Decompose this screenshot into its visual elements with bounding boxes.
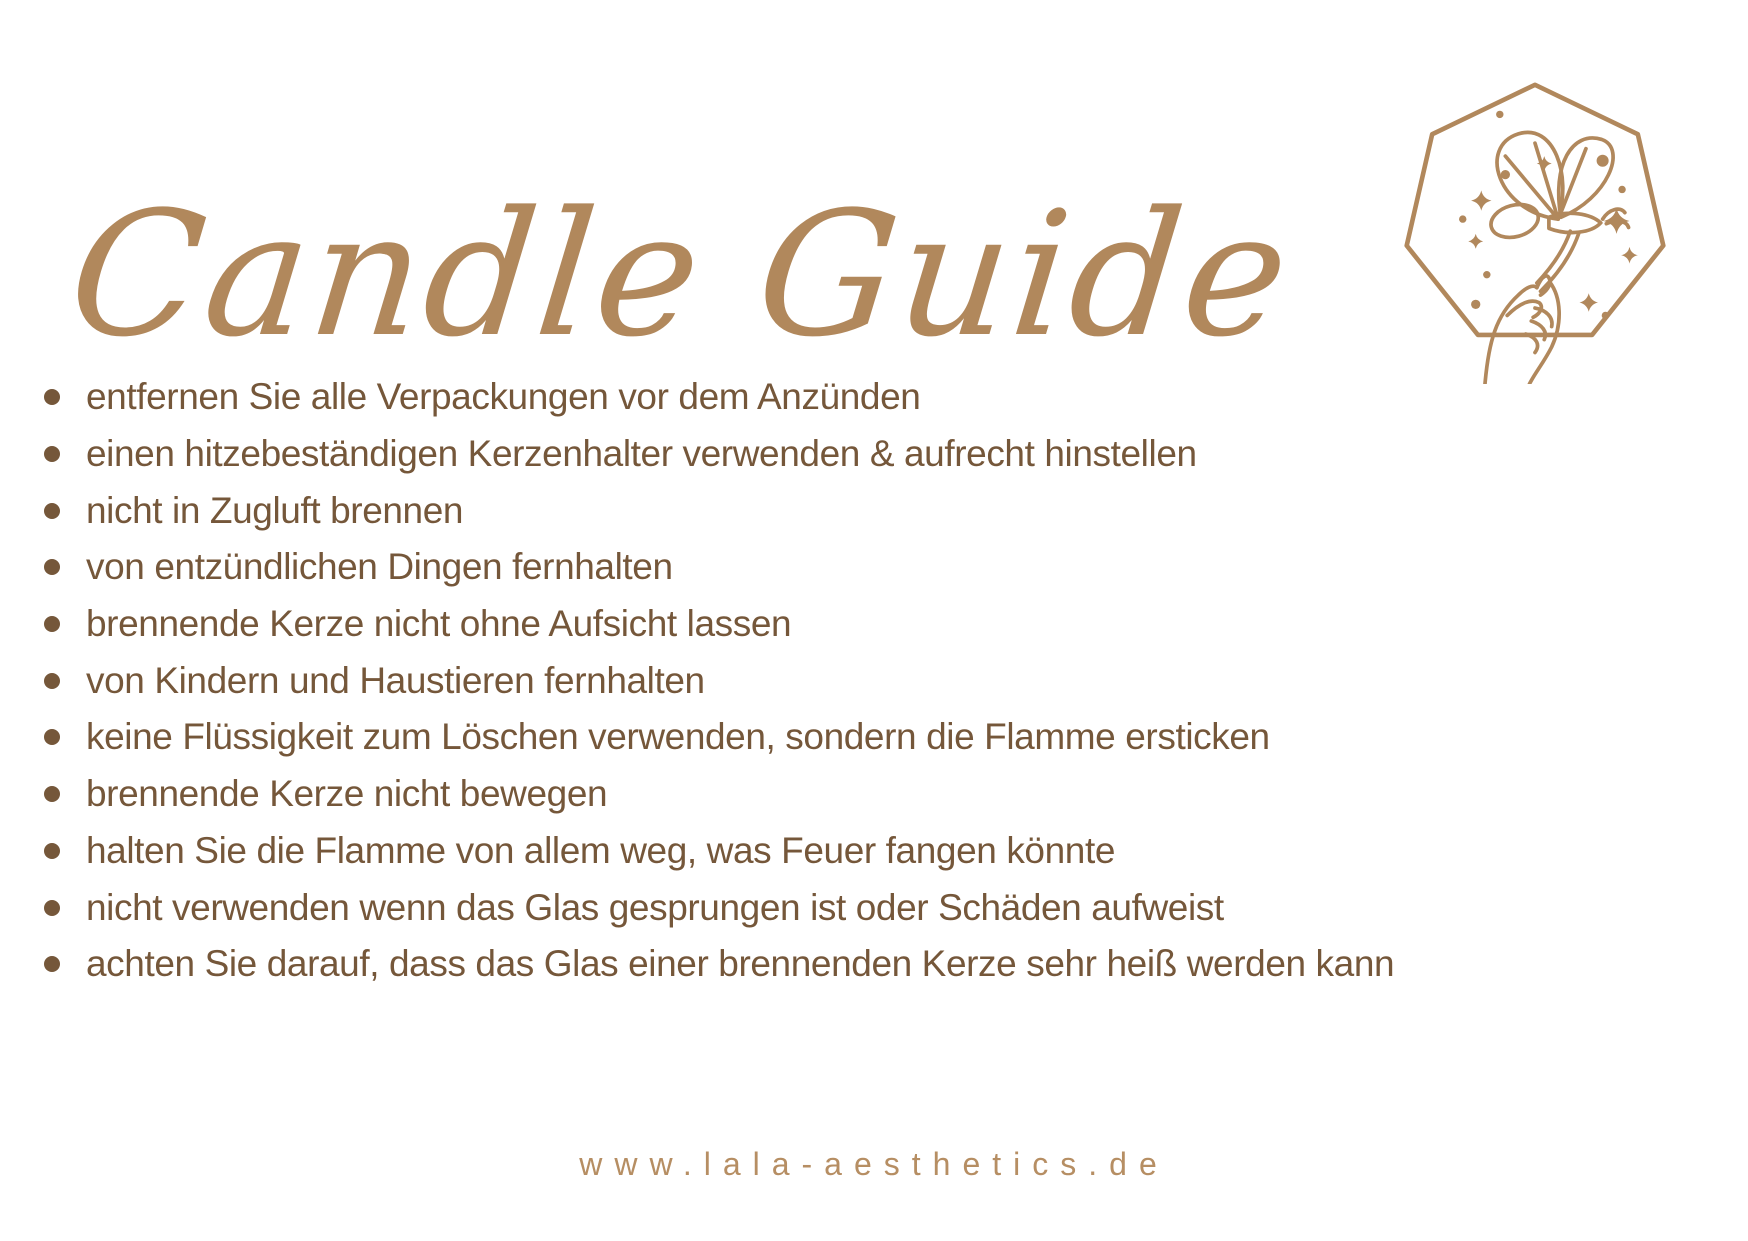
instruction-item — [40, 369, 1660, 426]
bullet-dot — [44, 559, 60, 575]
instruction-item — [40, 652, 1660, 709]
instruction-text: von entzündlichen Dingen fernhalten — [86, 546, 673, 588]
instruction-text: von Kindern und Haustieren fernhalten — [86, 659, 705, 701]
bullet-dot — [44, 673, 60, 689]
bullet-dot — [44, 900, 60, 916]
bullet-dot — [44, 729, 60, 745]
bullet-dot — [44, 503, 60, 519]
bullet-dot — [44, 616, 60, 632]
instruction-item — [40, 823, 1660, 880]
instruction-text: brennende Kerze nicht ohne Aufsicht lassen — [86, 603, 792, 645]
butterfly-body — [1549, 213, 1601, 232]
bullet-dot — [44, 956, 60, 972]
instruction-item — [40, 879, 1660, 936]
instruction-text: entfernen Sie alle Verpackungen vor dem Anzünden — [86, 376, 921, 418]
hand-holding-butterfly-icon — [1396, 82, 1674, 384]
page-title: Candle Guide — [61, 174, 1300, 376]
instruction-text: nicht in Zugluft brennen — [86, 489, 464, 531]
bullet-dot — [44, 843, 60, 859]
bullet-dot — [44, 446, 60, 462]
instruction-item — [40, 936, 1660, 993]
instruction-item — [40, 596, 1660, 653]
instruction-text: keine Flüssigkeit zum Löschen verwenden, sondern die Flamme ersticken — [86, 716, 1270, 758]
instruction-item — [40, 766, 1660, 823]
brand-logo — [1396, 82, 1674, 384]
instruction-item — [40, 539, 1660, 596]
instruction-text: brennende Kerze nicht bewegen — [86, 773, 608, 815]
instruction-text: einen hitzebeständigen Kerzenhalter verwenden & aufrecht hinstellen — [86, 433, 1197, 475]
bullet-dot — [44, 389, 60, 405]
instruction-item — [40, 482, 1660, 539]
instruction-item — [40, 709, 1660, 766]
instruction-text: halten Sie die Flamme von allem weg, was Feuer fangen könnte — [86, 829, 1116, 871]
butterfly-wing-lower — [1487, 200, 1542, 243]
instruction-item — [40, 426, 1660, 483]
instruction-text: nicht verwenden wenn das Glas gesprungen ist oder Schäden aufweist — [86, 886, 1224, 928]
bullet-dot — [44, 786, 60, 802]
instruction-list — [40, 369, 1660, 993]
website-url: www.lala-aesthetics.de — [579, 1146, 1169, 1182]
instruction-text: achten Sie darauf, dass das Glas einer brennenden Kerze sehr heiß werden kann — [86, 943, 1395, 985]
